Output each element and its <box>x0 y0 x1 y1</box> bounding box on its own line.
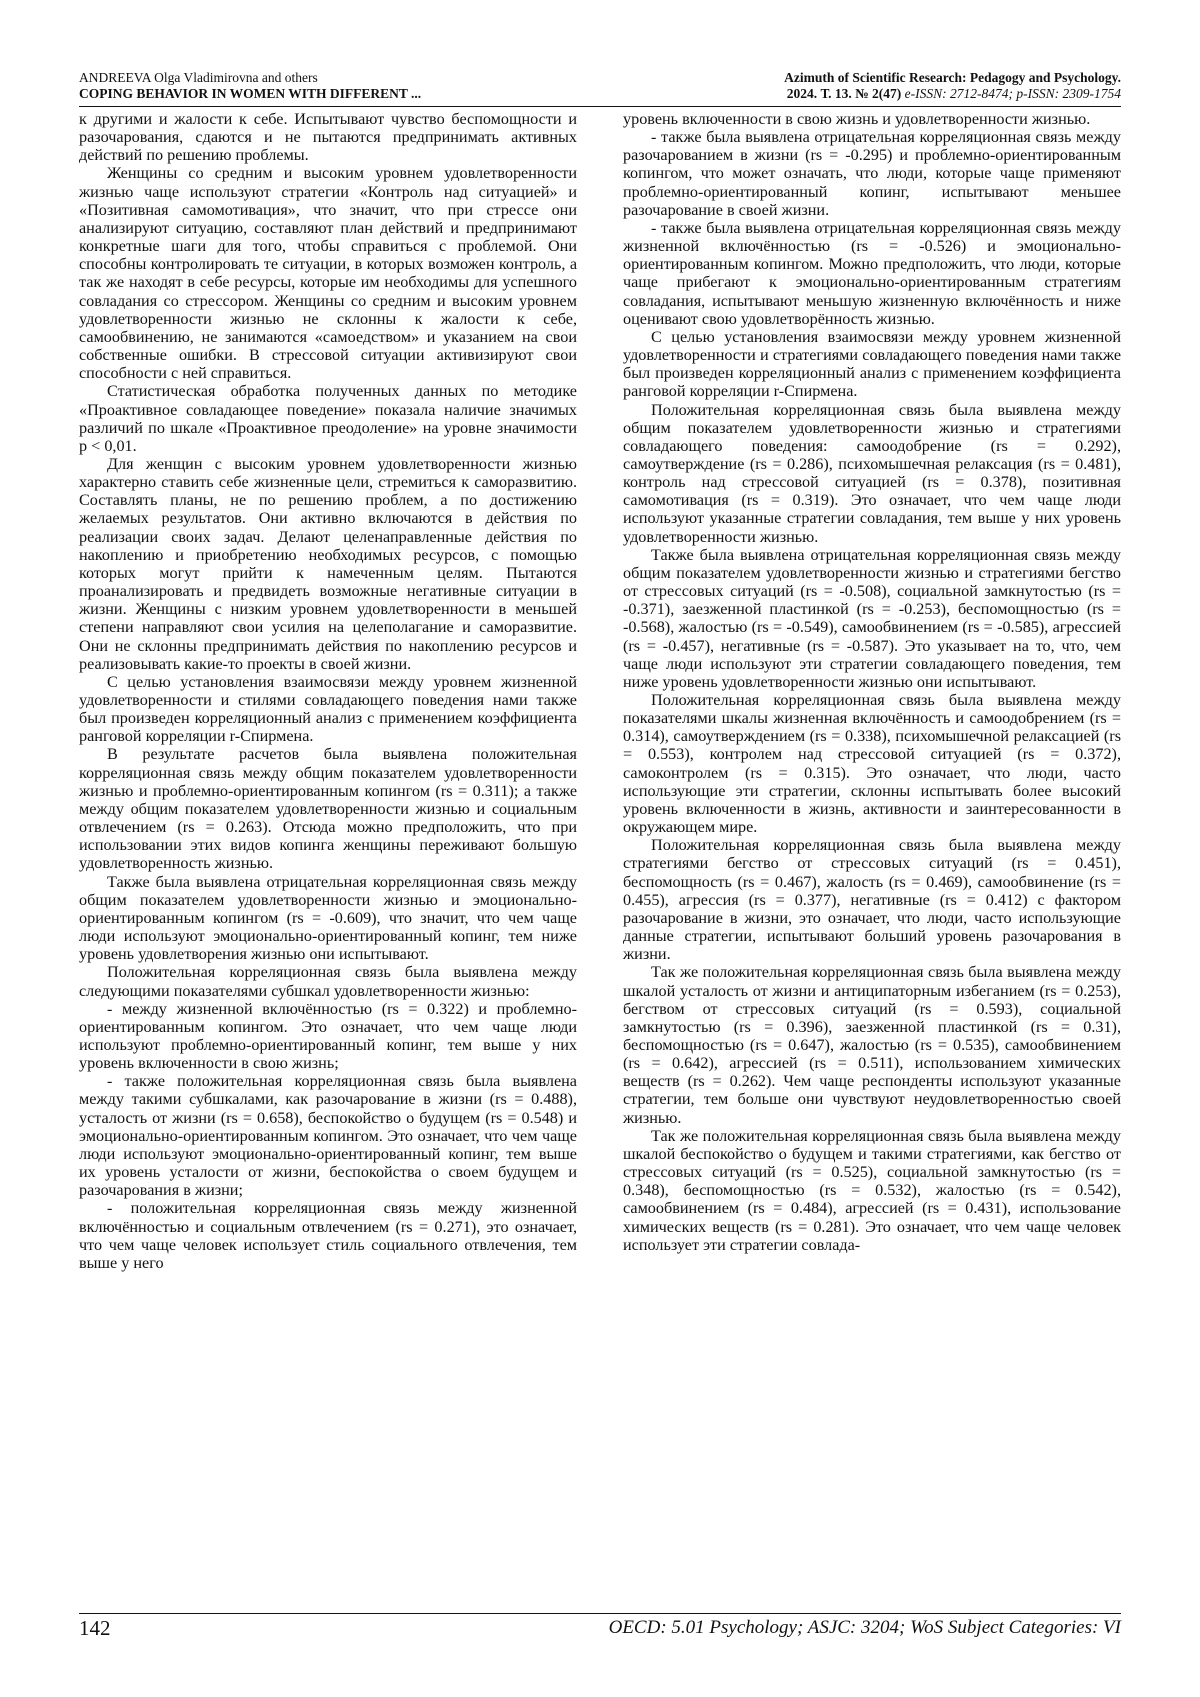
paragraph: к другими и жалости к себе. Испытывают чувство беспомощности и разочарования, сдаются и не пытаются предпринимать активных действий по решению проблемы. <box>79 110 577 165</box>
paragraph: Также была выявлена отрицательная корреляционная связь между общим показателем удовлетворенности жизнью и стратегиями бегство от стрессовых ситуаций (rs = -0.508), социальной замкнутостью (rs = -0.371), заезженной пластинкой (rs = -0.253), беспомощностью (rs = -0.568), жалостью (rs = -0.549), самообвинением (rs = -0.585), агрессией (rs = -0.457), негативные (rs = -0.587). Это указывает на то, что, чем чаще люди используют эти стратегии совладающего поведения, тем ниже уровень удовлетворенности жизнью они испытывают. <box>623 545 1121 691</box>
paragraph: Статистическая обработка полученных данных по методике «Проактивное совладающее поведение» показала наличие значимых различий по шкале «Проактивное преодоление» на уровне значимости p < 0,01. <box>79 382 577 455</box>
paragraph: - положительная корреляционная связь между жизненной включённостью и социальным отвлечением (rs = 0.271), это означает, что чем чаще человек использует стиль социального отвлечения, тем выше у него <box>79 1199 577 1272</box>
paragraph: Женщины со средним и высоким уровнем удовлетворенности жизнью чаще используют стратегии «Контроль над ситуацией» и «Позитивная самомотивация», что значит, что при стрессе они анализируют ситуацию, составляют план действий и предпринимают конкретные шаги для того, чтобы справиться с проблемой. Они способны контролировать те ситуации, в которых возможен контроль, а так же находят в себе ресурсы, которые им необходимы для успешного совладания со стрессором. Женщины со средним и высоким уровнем удовлетворенности жизнью не склонны к жалости к себе, самообвинению, не занимаются «самоедством» и указанием на свои собственные ошибки. В стрессовой ситуации активизируют свои способности с ней справиться. <box>79 164 577 383</box>
header-left <box>79 70 421 102</box>
paragraph: - также была выявлена отрицательная корреляционная связь между разочарованием в жизни (rs = -0.295) и проблемно-ориентированным копингом, что может означать, что люди, которые чаще применяют проблемно-ориентированный копинг, испытывают меньшее разочарование в своей жизни. <box>623 128 1121 219</box>
paragraph: С целью установления взаимосвязи между уровнем жизненной удовлетворенности и стилями совладающего поведения нами также был произведен корреляционный анализ с применением коэффициента ранговой корреляции r-Спирмена. <box>79 672 577 746</box>
paragraph: Так же положительная корреляционная связь была выявлена между шкалой беспокойство о будущем и такими стратегиями, как бегство от стрессовых ситуаций (rs = 0.525), социальной замкнутостью (rs = 0.348), беспомощностью (rs = 0.532), жалостью (rs = 0.542), самообвинением (rs = 0.484), агрессией (rs = 0.431), использование химических веществ (rs = 0.281). Это означает, что чем чаще человек использует эти стратегии совлада- <box>623 1126 1121 1254</box>
header-issn: e-ISSN: 2712-8474; p-ISSN: 2309-1754 <box>904 86 1121 101</box>
header-journal: Azimuth of Scientific Research: Pedagogy and Psychology. <box>784 70 1121 85</box>
paragraph: Положительная корреляционная связь была выявлена между следующими показателями субшкал удовлетворенности жизнью: <box>79 963 577 1000</box>
header-right <box>784 70 1121 102</box>
paragraph: - также была выявлена отрицательная корреляционная связь между жизненной включённостью (rs = -0.526) и эмоционально-ориентированным копингом. Можно предположить, что люди, которые чаще прибегают к эмоционально-ориентированным стратегиям совладания, испытывают меньшую жизненную включённость и ниже оценивают свою удовлетворённость жизнью. <box>623 218 1121 328</box>
subject-classification: OECD: 5.01 Psychology; ASJC: 3204; WoS Subject Categories: VI <box>608 1617 1121 1638</box>
paragraph: - также положительная корреляционная связь была выявлена между такими субшкалами, как разочарование в жизни (rs = 0.488), усталость от жизни (rs = 0.658), беспокойство о будущем (rs = 0.548) и эмоционально-ориентированным копингом. Это означает, что чем чаще люди используют эмоционально-ориентированный копинг, тем выше их уровень усталости от жизни, беспокойства о своем будущем и разочарования в жизни; <box>79 1072 577 1200</box>
footer-rule <box>79 1613 1121 1614</box>
page-footer <box>79 1616 1121 1640</box>
header-rule <box>79 106 1121 107</box>
paragraph: Так же положительная корреляционная связь была выявлена между шкалой усталость от жизни и антиципаторным избеганием (rs = 0.253), бегством от стрессовых ситуаций (rs = 0.593), социальной замкнутостью (rs = 0.396), заезженной пластинкой (rs = 0.31), беспомощностью (rs = 0.647), жалостью (rs = 0.535), самообвинением (rs = 0.642), агрессией (rs = 0.511), использованием химических веществ (rs = 0.262). Чем чаще респонденты используют указанные стратегии, тем больше они чувствуют неудовлетворенностью своей жизнью. <box>623 963 1121 1127</box>
paragraph: В результате расчетов была выявлена положительная корреляционная связь между общим показателем удовлетворенности жизнью и проблемно-ориентированным копингом (rs = 0.311); а также между общим показателем удовлетворенности жизнью и социальным отвлечением (rs = 0.263). Отсюда можно предположить, что при использовании этих видов копинга женщины переживают большую удовлетворенность жизнью. <box>79 745 577 873</box>
paragraph: С целью установления взаимосвязи между уровнем жизненной удовлетворенности и стратегиями совладающего поведения нами также был произведен корреляционный анализ с применением коэффициента ранговой корреляции r-Спирмена. <box>623 327 1121 401</box>
header-issue: 2024. Т. 13. № 2(47) <box>786 86 902 101</box>
header-author: ANDREEVA Olga Vladimirovna and others <box>79 70 318 85</box>
paragraph: Положительная корреляционная связь была выявлена между общим показателем удовлетворенности жизнью и стратегиями совладающего поведения: самоодобрение (rs = 0.292), самоутверждение (rs = 0.286), психомышечная релаксация (rs = 0.481), контроль над стрессовой ситуацией (rs = 0.378), позитивная самомотивация (rs = 0.319). Это означает, что чем чаще люди используют указанные стратегии совладания, тем выше у них уровень удовлетворенности жизнью. <box>623 400 1121 546</box>
header-issue-line <box>784 86 1121 102</box>
paragraph: - между жизненной включённостью (rs = 0.322) и проблемно-ориентированным копингом. Это означает, что чем чаще люди используют проблемно-ориентированный копинг, тем выше у них уровень включенности в свою жизнь; <box>79 999 577 1073</box>
paragraph: Для женщин с высоким уровнем удовлетворенности жизнью характерно ставить себе жизненные цели, стремиться к саморазвитию. Составлять планы, не по решению проблем, а по достижению желаемых результатов. Они активно включаются в действия по реализации своих задач. Делают целенаправленные действия по накоплению и приобретению необходимых ресурсов, с помощью которых могут прийти к намеченным целям. Пытаются проанализировать и предвидеть возможные негативные ситуации в жизни. Женщины с низким уровнем удовлетворенности в меньшей степени направляют свои усилия на целеполагание и саморазвитие. Они не склонны предпринимать действия по накоплению ресурсов и реализовывать какие-то проекты в своей жизни. <box>79 454 577 673</box>
right-column <box>623 110 1121 1254</box>
left-column <box>79 110 577 1272</box>
paragraph: Также была выявлена отрицательная корреляционная связь между общим показателем удовлетворенности жизнью и эмоционально-ориентированным копингом (rs = -0.609), что значит, что чем чаще люди используют эмоционально-ориентированный копинг, тем ниже уровень удовлетворения жизнью они испытывают. <box>79 872 577 964</box>
page-number: 142 <box>79 1616 111 1640</box>
paragraph: Положительная корреляционная связь была выявлена между показателями шкалы жизненная включённость и самоодобрением (rs = 0.314), самоутверждением (rs = 0.338), психомышечной релаксацией (rs = 0.553), контролем над стрессовой ситуацией (rs = 0.372), самоконтролем (rs = 0.315). Это означает, что люди, часто использующие эти стратегии, склонны испытывать более высокий уровень включенности в жизнь, активности и заинтересованности в окружающем мире. <box>623 691 1121 837</box>
paragraph: Положительная корреляционная связь была выявлена между стратегиями бегство от стрессовых ситуаций (rs = 0.451), беспомощность (rs = 0.467), жалость (rs = 0.469), самообвинение (rs = 0.455), агрессия (rs = 0.377), негативные (rs = 0.412) с фактором разочарование в жизни, это означает, что люди, часто использующие данные стратегии, испытывают больший уровень разочарования в жизни. <box>623 836 1121 964</box>
running-header <box>79 70 1121 104</box>
paragraph: уровень включенности в свою жизнь и удовлетворенности жизнью. <box>623 110 1091 128</box>
header-article-title: COPING BEHAVIOR IN WOMEN WITH DIFFERENT ... <box>79 86 422 101</box>
